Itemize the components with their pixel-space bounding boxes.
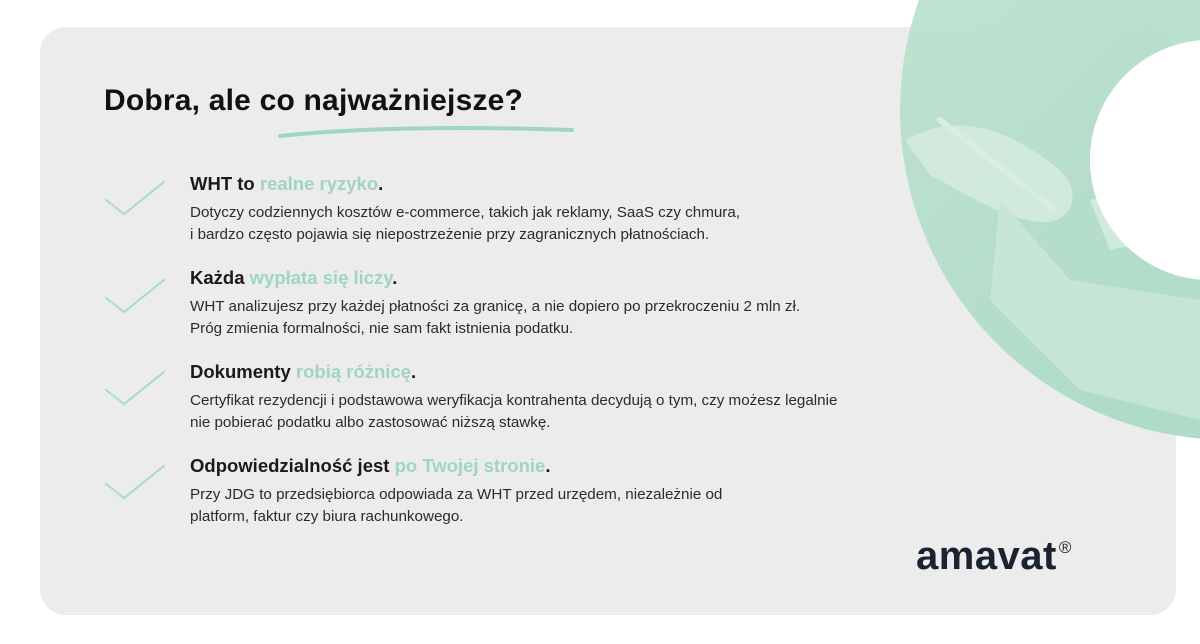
heading-text: Dokumenty: [190, 361, 296, 382]
list-item: [190, 172, 970, 246]
item-heading: [190, 266, 970, 290]
heading-text: Każda: [190, 267, 250, 288]
page-title: Dobra, ale co najważniejsze?: [104, 84, 524, 117]
item-heading: [190, 454, 970, 478]
heading-text: Odpowiedzialność jest: [190, 455, 395, 476]
checkmark-icon: [100, 276, 170, 316]
heading-suffix: .: [392, 267, 398, 288]
checkmark-icon: [100, 462, 170, 502]
heading-highlight: realne ryzyko: [259, 173, 379, 194]
heading-highlight: po Twojej stronie: [394, 455, 546, 476]
checkmark-icon: [100, 178, 170, 218]
checkmark-icon: [100, 368, 170, 408]
heading-text: WHT to: [190, 173, 260, 194]
item-heading: [190, 360, 970, 384]
brand-logo: [916, 534, 1072, 579]
list-item: [190, 360, 970, 434]
item-description: Przy JDG to przedsiębiorca odpowiada za WHT przed urzędem, niezależnie od platform, faktur czy biura rachunkowego.: [190, 486, 723, 525]
item-description: Dotyczy codziennych kosztów e-commerce, takich jak reklamy, SaaS czy chmura, i bardzo często pojawia się niepostrzeżenie przy zagranicznych płatnościach.: [190, 204, 741, 243]
item-description: Certyfikat rezydencji i podstawowa weryfikacja kontrahenta decydują o tym, czy możesz legalnie nie pobierać podatku albo zastosować niższą stawkę.: [190, 392, 838, 431]
registered-mark: ®: [1058, 538, 1072, 557]
heading-suffix: .: [378, 173, 384, 194]
item-description: WHT analizujesz przy każdej płatności za granicę, a nie dopiero po przekroczeniu 2 mln zł. Próg zmienia formalności, nie sam fakt istnienia podatku.: [190, 298, 801, 337]
heading-suffix: .: [545, 455, 551, 476]
heading-suffix: .: [411, 361, 417, 382]
heading-highlight: wypłata się liczy: [249, 267, 393, 288]
item-heading: [190, 172, 970, 196]
heading-highlight: robią różnicę: [295, 361, 412, 382]
list-item: [190, 266, 970, 340]
list-item: [190, 454, 970, 528]
logo-text: amavat: [916, 534, 1057, 578]
